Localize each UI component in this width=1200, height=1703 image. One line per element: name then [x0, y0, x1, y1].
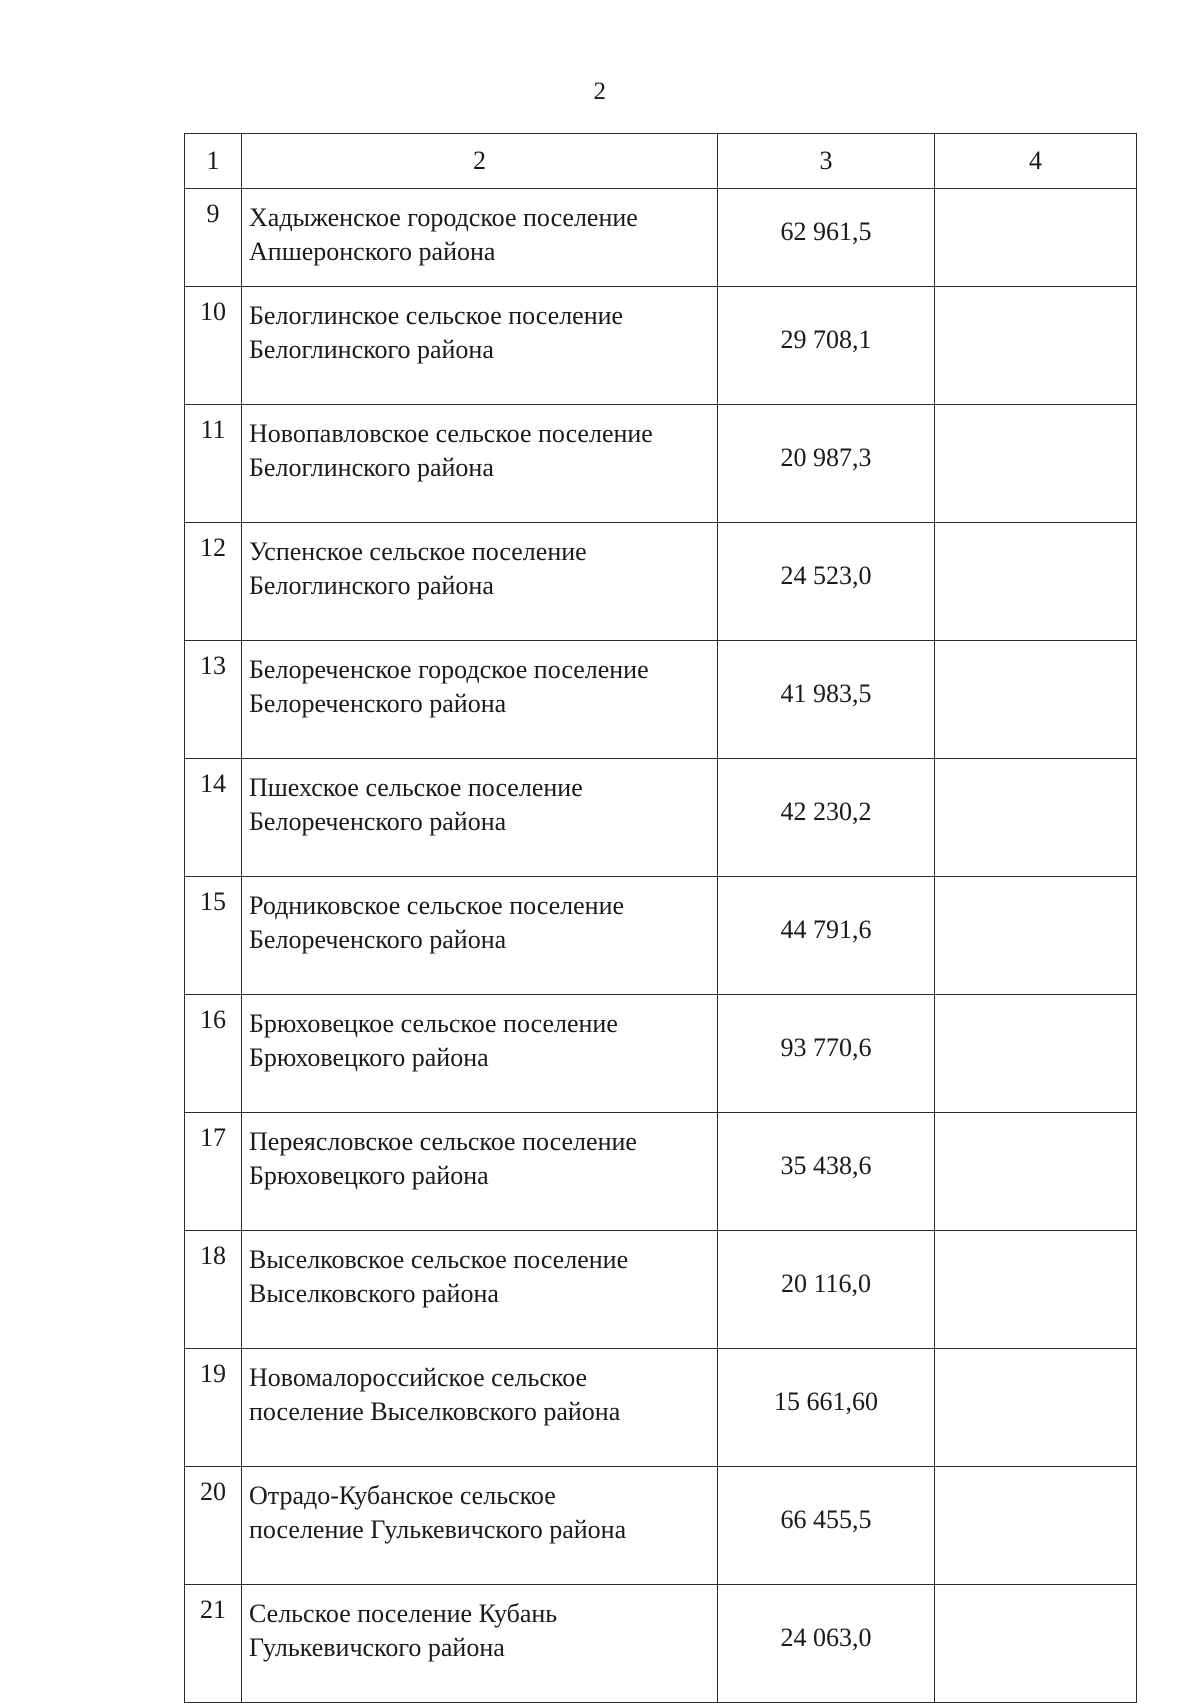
- col-4-cell: [935, 877, 1137, 995]
- settlement-name-line-2: Белореченского района: [249, 807, 507, 836]
- settlement-name-line-2: Выселковского района: [249, 1279, 499, 1308]
- col-4-cell: [935, 1585, 1137, 1703]
- settlement-name: [242, 1585, 718, 1703]
- col-4-cell: [935, 1349, 1137, 1467]
- settlement-name-line-2: Белореченского района: [249, 689, 507, 718]
- header-col-2: 2: [242, 134, 718, 189]
- amount-cell: [718, 1585, 935, 1703]
- amount-value: 62 961,5: [780, 216, 872, 246]
- col-4-cell: [935, 759, 1137, 877]
- amount-value: 20 116,0: [780, 1268, 872, 1298]
- col-4-cell: [935, 1467, 1137, 1585]
- table-row: [185, 1231, 1137, 1349]
- settlement-name-line-1: Брюховецкое сельское поселение: [249, 1009, 618, 1038]
- col-4-cell: [935, 287, 1137, 405]
- allocation-table: [184, 133, 1137, 1703]
- table-row: [185, 523, 1137, 641]
- col-4-cell: [935, 189, 1137, 287]
- table-row: [185, 189, 1137, 287]
- row-number: 21: [185, 1585, 242, 1703]
- row-number: 16: [185, 995, 242, 1113]
- row-number: 18: [185, 1231, 242, 1349]
- settlement-name-line-2: Апшеронского района: [249, 237, 496, 266]
- table-row: [185, 995, 1137, 1113]
- settlement-name-line-2: Белоглинского района: [249, 571, 494, 600]
- table-row: [185, 287, 1137, 405]
- settlement-name-line-1: Новопавловское сельское поселение: [249, 419, 653, 448]
- table-row: [185, 877, 1137, 995]
- row-number: 11: [185, 405, 242, 523]
- amount-value: 24 063,0: [780, 1622, 872, 1652]
- table-row: [185, 1113, 1137, 1231]
- amount-cell: [718, 995, 935, 1113]
- settlement-name: [242, 1113, 718, 1231]
- settlement-name: [242, 405, 718, 523]
- settlement-name: [242, 189, 718, 287]
- header-col-3: 3: [718, 134, 935, 189]
- amount-cell: [718, 1349, 935, 1467]
- col-4-cell: [935, 641, 1137, 759]
- settlement-name-line-2: Брюховецкого района: [249, 1043, 489, 1072]
- table-row: [185, 1467, 1137, 1585]
- settlement-name-line-2: Белоглинского района: [249, 453, 494, 482]
- table-row: [185, 759, 1137, 877]
- row-number: 10: [185, 287, 242, 405]
- amount-cell: [718, 1231, 935, 1349]
- amount-cell: [718, 523, 935, 641]
- col-4-cell: [935, 523, 1137, 641]
- settlement-name: [242, 1467, 718, 1585]
- settlement-name-line-2: Белореченского района: [249, 925, 507, 954]
- row-number: 14: [185, 759, 242, 877]
- amount-cell: [718, 1467, 935, 1585]
- col-4-cell: [935, 1231, 1137, 1349]
- amount-value: 93 770,6: [780, 1032, 872, 1062]
- settlement-name-line-1: Хадыженское городское поселение: [249, 203, 638, 232]
- settlement-name: [242, 1231, 718, 1349]
- settlement-name-line-1: Белоглинское сельское поселение: [249, 301, 624, 330]
- settlement-name: [242, 641, 718, 759]
- page-number: 2: [593, 78, 607, 105]
- settlement-name: [242, 995, 718, 1113]
- settlement-name-line-1: Отрадо-Кубанское сельское: [249, 1481, 556, 1510]
- col-4-cell: [935, 1113, 1137, 1231]
- settlement-name: [242, 523, 718, 641]
- amount-cell: [718, 877, 935, 995]
- amount-cell: [718, 759, 935, 877]
- settlement-name-line-1: Новомалороссийское сельское: [249, 1363, 588, 1392]
- amount-value: 24 523,0: [780, 560, 872, 590]
- table-header-row: [185, 134, 1137, 189]
- settlement-name: [242, 759, 718, 877]
- amount-cell: [718, 405, 935, 523]
- amount-cell: [718, 287, 935, 405]
- table-row: [185, 405, 1137, 523]
- settlement-name: [242, 877, 718, 995]
- settlement-name-line-2: поселение Гулькевичского района: [249, 1515, 627, 1544]
- table-body: [185, 189, 1137, 1703]
- settlement-name-line-1: Переясловское сельское поселение: [249, 1127, 637, 1156]
- row-number: 13: [185, 641, 242, 759]
- amount-value: 29 708,1: [780, 324, 872, 354]
- col-4-cell: [935, 995, 1137, 1113]
- settlement-name-line-2: Гулькевичского района: [249, 1633, 505, 1662]
- row-number: 15: [185, 877, 242, 995]
- table-row: [185, 1349, 1137, 1467]
- amount-cell: [718, 189, 935, 287]
- row-number: 19: [185, 1349, 242, 1467]
- row-number: 17: [185, 1113, 242, 1231]
- table-row: [185, 1585, 1137, 1703]
- amount-value: 35 438,6: [780, 1150, 872, 1180]
- amount-value: 44 791,6: [780, 914, 872, 944]
- col-4-cell: [935, 405, 1137, 523]
- settlement-name-line-1: Выселковское сельское поселение: [249, 1245, 629, 1274]
- settlement-name-line-1: Сельское поселение Кубань: [249, 1599, 558, 1628]
- row-number: 9: [185, 189, 242, 287]
- settlement-name-line-2: Белоглинского района: [249, 335, 494, 364]
- amount-value: 66 455,5: [780, 1504, 872, 1534]
- settlement-name-line-1: Пшехское сельское поселение: [249, 773, 583, 802]
- settlement-name-line-1: Белореченское городское поселение: [249, 655, 649, 684]
- amount-value: 41 983,5: [780, 678, 872, 708]
- row-number: 12: [185, 523, 242, 641]
- row-number: 20: [185, 1467, 242, 1585]
- settlement-name-line-2: Брюховецкого района: [249, 1161, 489, 1190]
- header-col-4: 4: [935, 134, 1137, 189]
- header-col-1: 1: [185, 134, 242, 189]
- settlement-name-line-1: Успенское сельское поселение: [249, 537, 587, 566]
- settlement-name-line-2: поселение Выселковского района: [249, 1397, 621, 1426]
- settlement-name: [242, 287, 718, 405]
- amount-value: 20 987,3: [780, 442, 872, 472]
- settlement-name: [242, 1349, 718, 1467]
- amount-value: 15 661,60: [774, 1386, 878, 1416]
- amount-value: 42 230,2: [780, 796, 872, 826]
- amount-cell: [718, 1113, 935, 1231]
- table-row: [185, 641, 1137, 759]
- settlement-name-line-1: Родниковское сельское поселение: [249, 891, 625, 920]
- amount-cell: [718, 641, 935, 759]
